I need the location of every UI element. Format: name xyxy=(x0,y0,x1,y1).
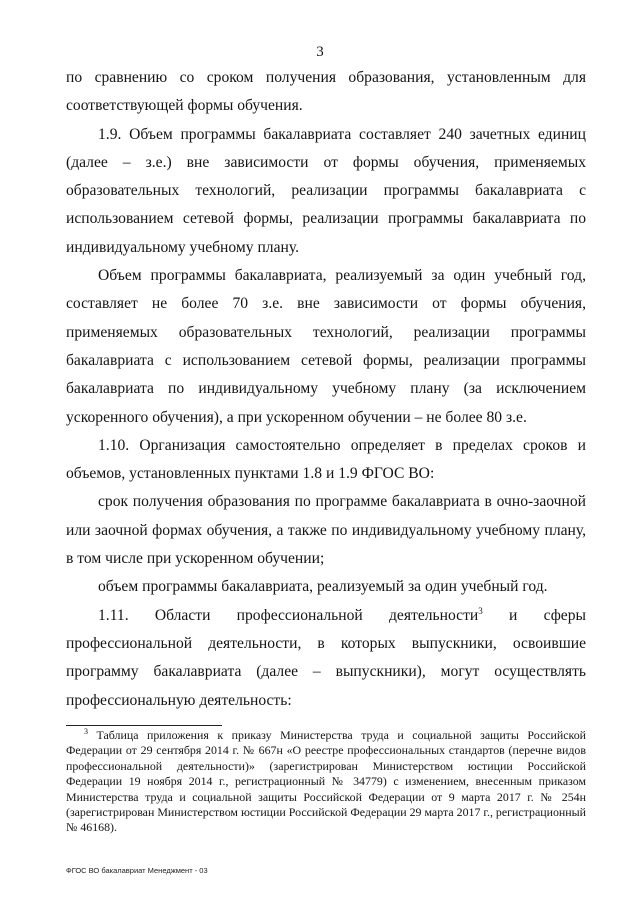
document-footer: ФГОС ВО бакалавриат Менеджмент - 03 xyxy=(66,866,208,875)
paragraph-volume: объем программы бакалавриата, реализуемый за один учебный год. xyxy=(98,578,548,596)
paragraph-continuation: по сравнению со сроком получения образования, установленным для соответствующей формы обучения. xyxy=(66,69,586,115)
paragraph-1-9: 1.9. Объем программы бакалавриата составляет 240 зачетных единиц (далее – з.е.) вне зависимости от формы обучения, применяемых образовательных технологий, реализации программы бакалавриата с использованием сетевой формы, реализации программы бакалавриата по индивидуальному учебному плану. xyxy=(66,125,586,256)
paragraph-1-11 xyxy=(66,602,586,715)
document-body xyxy=(66,64,586,715)
footnote-number: 3 xyxy=(84,727,88,737)
footnote-divider xyxy=(66,725,222,726)
paragraph-1-10: 1.10. Организация самостоятельно определяет в пределах сроков и объемов, установленных пунктами 1.8 и 1.9 ФГОС ВО: xyxy=(66,436,586,483)
paragraph-term: срок получения образования по программе бакалавриата в очно-заочной или заочной формах обучения, а также по индивидуальному учебному плану, в том числе при ускоренном обучении; xyxy=(66,493,586,568)
paragraph-1-11-end: и сферы профессиональной деятельности, в которых выпускники, освоившие программу бакалавриата (далее – выпускники), могут осуществлять профессиональную деятельность: xyxy=(66,606,586,709)
paragraph-1-11-start: 1.11. Области профессиональной деятельности xyxy=(98,606,479,624)
footnote-text: Таблица приложения к приказу Министерства труда и социальной защиты Российской Федерации от 29 сентября 2014 г. № 667н «О реестре профессиональных стандартов (перечне видов профессиональной деятельности)» (зарегистрирован Министерством юстиции Российской Федерации 19 ноября 2014 г., регистрационный № 34779) с изменением, внесенным приказом Министерства труда и социальной защиты Российской Федерации от 9 марта 2017 г. № 254н (зарегистрирован Министерством юстиции Российской Федерации 29 марта 2017 г., регистрационный № 46168). xyxy=(66,728,586,835)
footnote xyxy=(66,728,586,836)
page-number: 3 xyxy=(316,44,324,60)
paragraph-annual-volume: Объем программы бакалавриата, реализуемый за один учебный год, составляет не более 70 з.е. вне зависимости от формы обучения, применяемых образовательных технологий, реализации программы бакалавриата с использованием сетевой формы, реализации программы бакалавриата по индивидуальному учебному плану (за исключением ускоренного обучения), а при ускоренном обучении – не более 80 з.е. xyxy=(66,267,586,426)
footnote-reference[interactable]: 3 xyxy=(478,605,483,616)
